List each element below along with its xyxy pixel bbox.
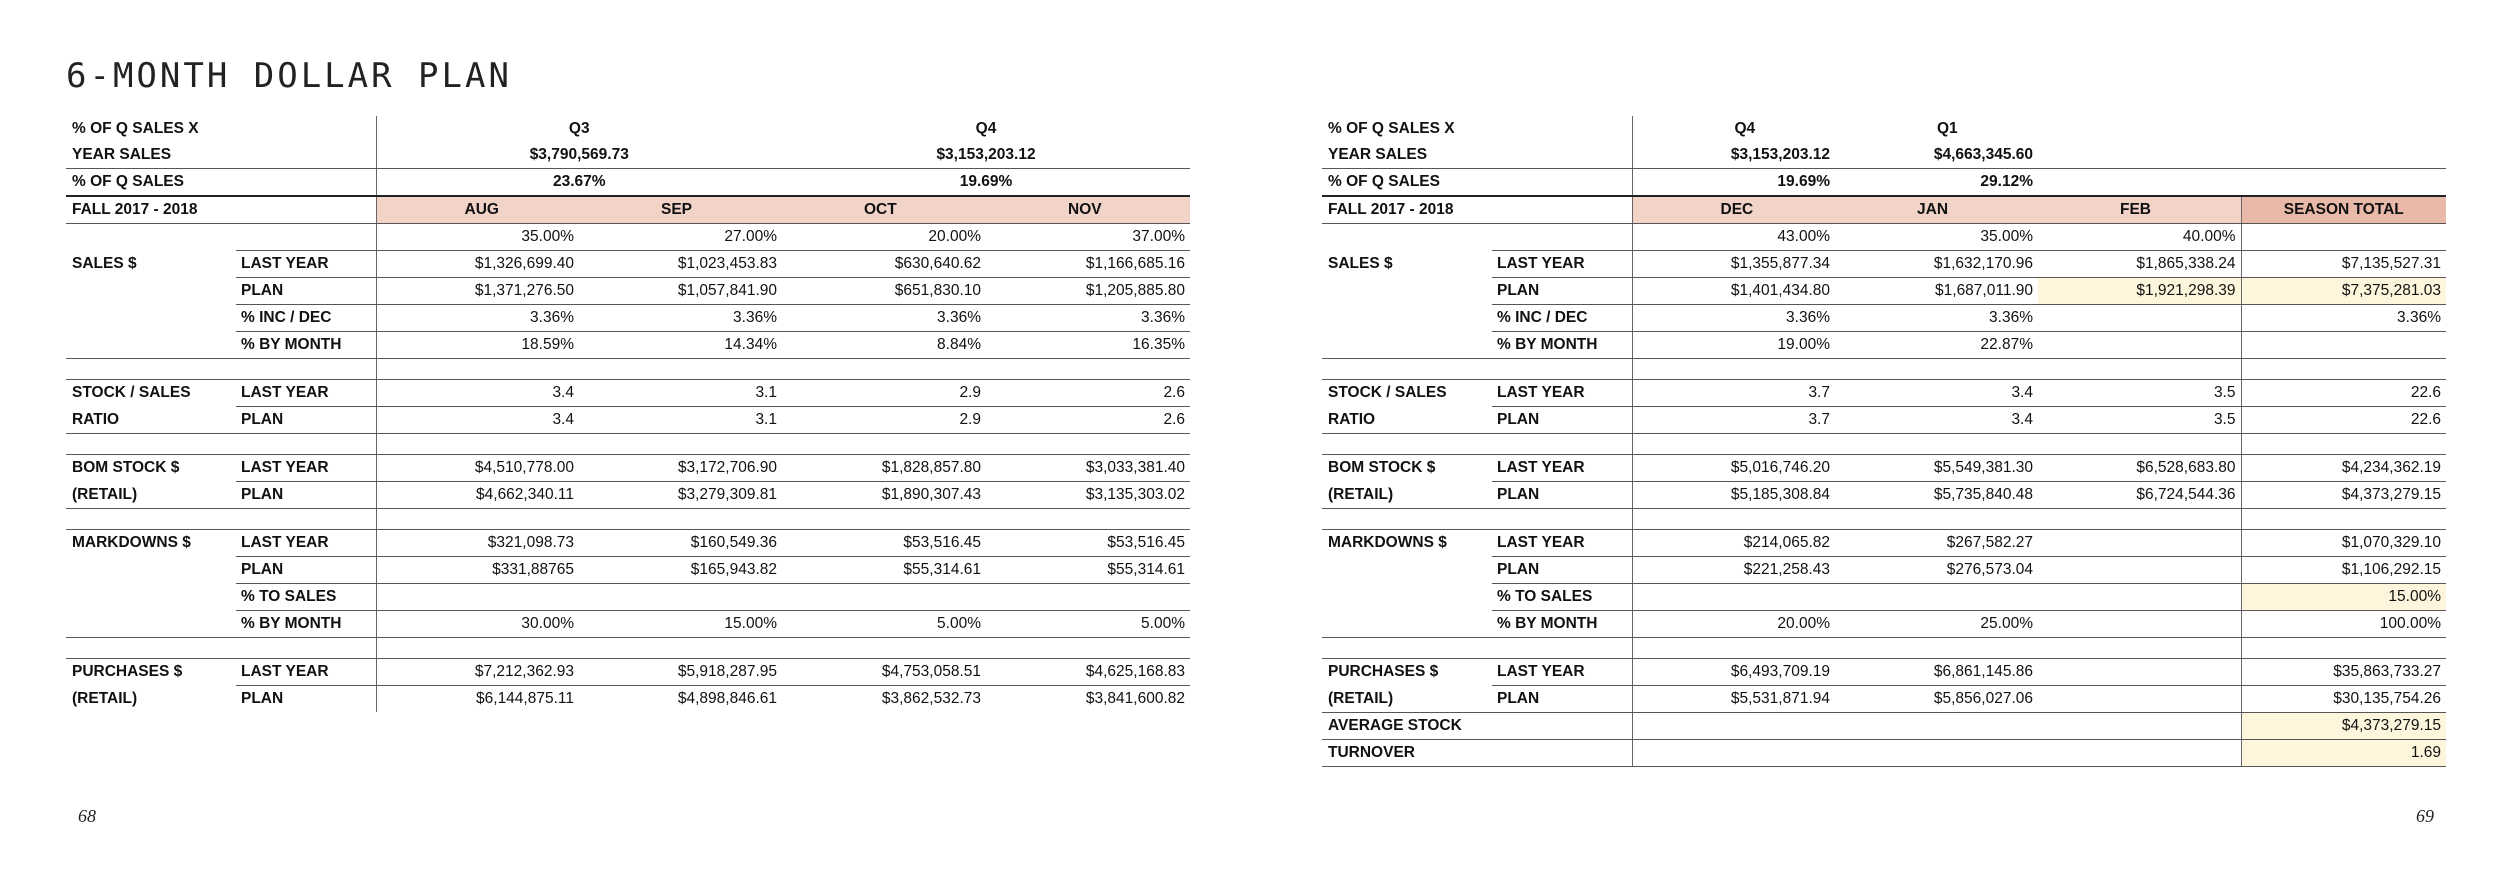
cell: $331,88765	[376, 557, 579, 584]
cell: 2.6	[986, 407, 1190, 434]
season-total-cell: 1.69	[2241, 740, 2446, 767]
cell: $5,549,381.30	[1835, 455, 2038, 482]
table-row	[66, 196, 1190, 224]
table-row	[66, 557, 1190, 584]
row-sublabel: LAST YEAR	[236, 380, 376, 407]
cell: 8.84%	[782, 332, 986, 359]
table-row	[66, 251, 1190, 278]
cell: $7,212,362.93	[376, 659, 579, 686]
season-total-cell: 100.00%	[2241, 611, 2446, 638]
row-sublabel: PLAN	[236, 407, 376, 434]
table-row	[66, 359, 1190, 380]
row-label: YEAR SALES	[66, 142, 236, 169]
cell: $3,135,303.02	[986, 482, 1190, 509]
table-row	[66, 116, 1190, 142]
cell: 2.9	[782, 407, 986, 434]
cell: $5,856,027.06	[1835, 686, 2038, 713]
table-row	[1322, 686, 2446, 713]
cell: $6,861,145.86	[1835, 659, 2038, 686]
quarter-header: Q4	[1632, 116, 1835, 142]
section-label: STOCK / SALES	[72, 384, 191, 402]
cell: $1,828,857.80	[782, 455, 986, 482]
row-sublabel: LAST YEAR	[1492, 659, 1632, 686]
cell: $55,314.61	[782, 557, 986, 584]
table-row	[1322, 509, 2446, 530]
table-row	[1322, 611, 2446, 638]
month-header: NOV	[986, 196, 1190, 224]
cell: 5.00%	[986, 611, 1190, 638]
month-pct: 43.00%	[1632, 224, 1835, 251]
cell: $267,582.27	[1835, 530, 2038, 557]
table-row	[66, 611, 1190, 638]
cell: $160,549.36	[579, 530, 782, 557]
table-row	[66, 407, 1190, 434]
quarter-header: Q4	[975, 120, 997, 137]
row-sublabel: PLAN	[1492, 482, 1632, 509]
cell: 14.34%	[579, 332, 782, 359]
cell: $1,371,276.50	[376, 278, 579, 305]
section-label: BOM STOCK $	[72, 459, 180, 477]
cell: $4,510,778.00	[376, 455, 579, 482]
section-label: SALES $	[72, 255, 137, 272]
season-total-cell: 3.36%	[2241, 305, 2446, 332]
cell: $5,735,840.48	[1835, 482, 2038, 509]
cell: 3.36%	[1835, 305, 2038, 332]
section-label: (RETAIL)	[1322, 482, 1492, 509]
row-label: % OF Q SALES	[66, 169, 236, 197]
season-total-cell: $4,373,279.15	[2241, 482, 2446, 509]
cell: $1,890,307.43	[782, 482, 986, 509]
table-row	[66, 530, 1190, 557]
cell: $1,632,170.96	[1835, 251, 2038, 278]
cell: $651,830.10	[782, 278, 986, 305]
cell: 3.5	[2038, 380, 2241, 407]
cell: $1,057,841.90	[579, 278, 782, 305]
section-label: AVERAGE STOCK	[1322, 713, 1492, 740]
season-label: FALL 2017 - 2018	[66, 196, 236, 224]
row-sublabel: LAST YEAR	[236, 455, 376, 482]
table-row	[66, 305, 1190, 332]
table-row	[1322, 380, 2446, 407]
table-row	[66, 380, 1190, 407]
month-header: AUG	[376, 196, 579, 224]
page-number: 68	[78, 806, 96, 826]
cell: 3.4	[376, 407, 579, 434]
cell: 3.4	[376, 380, 579, 407]
table-row	[66, 455, 1190, 482]
table-row	[66, 278, 1190, 305]
cell: 3.4	[1835, 380, 2038, 407]
cell: $6,493,709.19	[1632, 659, 1835, 686]
season-total-cell: 22.6	[2241, 380, 2446, 407]
cell: $3,172,706.90	[579, 455, 782, 482]
table-row	[1322, 638, 2446, 659]
table-row	[1322, 455, 2446, 482]
table-row	[66, 584, 1190, 611]
table-row	[1322, 557, 2446, 584]
cell: $55,314.61	[986, 557, 1190, 584]
row-sublabel: PLAN	[1492, 557, 1632, 584]
section-label: STOCK / SALES	[1328, 384, 1447, 402]
table-row	[66, 224, 1190, 251]
month-header: DEC	[1632, 196, 1835, 224]
cell: $6,724,544.36	[2038, 482, 2241, 509]
quarter-sales: $3,153,203.12	[782, 142, 1190, 169]
cell: $1,921,298.39	[2038, 278, 2241, 305]
row-sublabel: PLAN	[1492, 407, 1632, 434]
section-label: RATIO	[1322, 407, 1492, 434]
quarter-sales: $3,153,203.12	[1632, 142, 1835, 169]
cell: $165,943.82	[579, 557, 782, 584]
row-sublabel: % TO SALES	[236, 584, 376, 611]
table-row	[66, 142, 1190, 169]
cell: 3.36%	[579, 305, 782, 332]
table-row	[1322, 659, 2446, 686]
row-sublabel: LAST YEAR	[236, 530, 376, 557]
cell: 3.7	[1632, 380, 1835, 407]
row-sublabel: % BY MONTH	[236, 611, 376, 638]
cell: $4,898,846.61	[677, 690, 777, 707]
row-sublabel: LAST YEAR	[1492, 251, 1632, 278]
quarter-sales: $4,663,345.60	[1835, 142, 2038, 169]
table-row	[66, 686, 1190, 713]
cell: 3.36%	[986, 305, 1190, 332]
cell: $53,516.45	[782, 530, 986, 557]
cell: 19.00%	[1632, 332, 1835, 359]
season-total-cell: $1,106,292.15	[2241, 557, 2446, 584]
cell: $6,144,875.11	[376, 686, 579, 713]
table-row	[1322, 332, 2446, 359]
season-total-cell: $30,135,754.26	[2241, 686, 2446, 713]
table-row	[1322, 142, 2446, 169]
cell: 3.5	[2038, 407, 2241, 434]
table-row	[1322, 713, 2446, 740]
table-row	[1322, 407, 2446, 434]
row-label: % OF Q SALES X	[1328, 120, 1455, 137]
cell: $630,640.62	[782, 251, 986, 278]
section-label: PURCHASES $	[72, 663, 183, 681]
quarter-pct: 19.69%	[1632, 169, 1835, 197]
cell: $1,401,434.80	[1632, 278, 1835, 305]
table-row	[1322, 169, 2446, 197]
quarter-pct: 29.12%	[1835, 169, 2038, 197]
season-total-cell: $4,234,362.19	[2241, 455, 2446, 482]
table-row	[1322, 482, 2446, 509]
cell: 22.87%	[1835, 332, 2038, 359]
table-row	[1322, 434, 2446, 455]
season-label: FALL 2017 - 2018	[1322, 196, 1492, 224]
section-label: PURCHASES $	[1328, 663, 1439, 681]
table-row	[1322, 196, 2446, 224]
season-total-cell: $4,373,279.15	[2241, 713, 2446, 740]
dollar-plan-table-left	[66, 116, 1190, 712]
cell: $1,023,453.83	[579, 251, 782, 278]
table-row	[66, 434, 1190, 455]
quarter-header: Q1	[1937, 120, 1958, 137]
cell: 3.36%	[1632, 305, 1835, 332]
cell: $53,516.45	[986, 530, 1190, 557]
row-sublabel: PLAN	[236, 482, 376, 509]
cell: $5,531,871.94	[1632, 686, 1835, 713]
row-sublabel: PLAN	[1492, 278, 1632, 305]
cell: 3.1	[579, 380, 782, 407]
row-sublabel: % BY MONTH	[1492, 332, 1632, 359]
cell: $5,185,308.84	[1632, 482, 1835, 509]
season-total-cell: $7,135,527.31	[2241, 251, 2446, 278]
row-label: YEAR SALES	[1322, 142, 1492, 169]
month-pct: 20.00%	[782, 224, 986, 251]
cell: 3.36%	[376, 305, 579, 332]
month-pct: 35.00%	[376, 224, 579, 251]
table-row	[1322, 278, 2446, 305]
cell: 18.59%	[376, 332, 579, 359]
table-row	[1322, 224, 2446, 251]
row-sublabel: LAST YEAR	[236, 251, 376, 278]
season-total-cell: $35,863,733.27	[2241, 659, 2446, 686]
quarter-pct: 23.67%	[376, 169, 782, 197]
cell: $5,016,746.20	[1632, 455, 1835, 482]
section-label: (RETAIL)	[72, 689, 138, 707]
section-label: (RETAIL)	[66, 482, 236, 509]
season-total-header: SEASON TOTAL	[2241, 196, 2446, 224]
row-sublabel: PLAN	[236, 557, 376, 584]
cell: $3,862,532.73	[881, 690, 981, 707]
table-row	[1322, 251, 2446, 278]
cell: 3.1	[579, 407, 782, 434]
row-sublabel: LAST YEAR	[1492, 380, 1632, 407]
cell: 3.7	[1632, 407, 1835, 434]
month-pct: 40.00%	[2038, 224, 2241, 251]
section-label: MARKDOWNS $	[1328, 534, 1447, 552]
table-row	[1322, 116, 2446, 142]
cell: $6,528,683.80	[2038, 455, 2241, 482]
row-sublabel: PLAN	[1492, 686, 1632, 713]
cell: 30.00%	[376, 611, 579, 638]
cell: $3,033,381.40	[986, 455, 1190, 482]
section-label: TURNOVER	[1322, 740, 1492, 767]
table-row	[66, 332, 1190, 359]
season-total-cell: $1,070,329.10	[2241, 530, 2446, 557]
season-total-cell: 15.00%	[2241, 584, 2446, 611]
row-sublabel: % TO SALES	[1492, 584, 1632, 611]
row-label: % OF Q SALES X	[72, 120, 199, 137]
quarter-sales: $3,790,569.73	[376, 142, 782, 169]
cell: $1,326,699.40	[376, 251, 579, 278]
cell: $1,166,685.16	[986, 251, 1190, 278]
cell: $276,573.04	[1835, 557, 2038, 584]
cell: 20.00%	[1632, 611, 1835, 638]
cell: 3.36%	[782, 305, 986, 332]
season-total-cell: $7,375,281.03	[2241, 278, 2446, 305]
month-header: OCT	[782, 196, 986, 224]
quarter-pct: 19.69%	[782, 169, 1190, 197]
cell: $3,279,309.81	[579, 482, 782, 509]
row-sublabel: % BY MONTH	[1492, 611, 1632, 638]
section-label: RATIO	[66, 407, 236, 434]
month-header: FEB	[2038, 196, 2241, 224]
month-pct: 35.00%	[1835, 224, 2038, 251]
row-sublabel: LAST YEAR	[1492, 455, 1632, 482]
section-label: BOM STOCK $	[1328, 459, 1436, 477]
section-label: (RETAIL)	[1322, 686, 1492, 713]
month-pct: 37.00%	[986, 224, 1190, 251]
cell: 5.00%	[782, 611, 986, 638]
cell: $1,865,338.24	[2038, 251, 2241, 278]
row-sublabel: % INC / DEC	[1492, 305, 1632, 332]
month-pct: 27.00%	[579, 224, 782, 251]
row-sublabel: % INC / DEC	[236, 305, 376, 332]
table-row	[66, 509, 1190, 530]
cell: $4,662,340.11	[376, 482, 579, 509]
quarter-header: Q3	[376, 116, 782, 142]
dollar-plan-table-right	[1322, 116, 2446, 767]
table-row	[66, 659, 1190, 686]
cell: $4,753,058.51	[782, 659, 986, 686]
table-row	[66, 169, 1190, 197]
table-row	[66, 482, 1190, 509]
month-header: JAN	[1835, 196, 2038, 224]
table-row	[1322, 305, 2446, 332]
cell: $3,841,600.82	[1085, 690, 1185, 707]
row-sublabel: PLAN	[236, 278, 376, 305]
season-total-cell: 22.6	[2241, 407, 2446, 434]
page-number: 69	[2416, 806, 2434, 826]
row-sublabel: LAST YEAR	[1492, 530, 1632, 557]
cell: 15.00%	[579, 611, 782, 638]
cell: 25.00%	[1835, 611, 2038, 638]
cell: $214,065.82	[1632, 530, 1835, 557]
row-label: % OF Q SALES	[1322, 169, 1492, 197]
cell: $1,687,011.90	[1835, 278, 2038, 305]
section-label: SALES $	[1328, 255, 1393, 272]
cell: 2.9	[782, 380, 986, 407]
section-label: MARKDOWNS $	[72, 534, 191, 552]
table-row	[1322, 530, 2446, 557]
cell: $321,098.73	[376, 530, 579, 557]
cell: $5,918,287.95	[579, 659, 782, 686]
table-row	[1322, 740, 2446, 767]
row-sublabel: LAST YEAR	[236, 659, 376, 686]
cell: $4,625,168.83	[986, 659, 1190, 686]
table-row	[66, 638, 1190, 659]
page-title: 6-MONTH DOLLAR PLAN	[66, 56, 512, 96]
month-header: SEP	[579, 196, 782, 224]
cell: $1,205,885.80	[986, 278, 1190, 305]
cell: 3.4	[1835, 407, 2038, 434]
cell: $1,355,877.34	[1632, 251, 1835, 278]
cell: $221,258.43	[1632, 557, 1835, 584]
cell: 2.6	[986, 380, 1190, 407]
table-row	[1322, 584, 2446, 611]
row-sublabel: PLAN	[241, 690, 284, 707]
cell: 16.35%	[986, 332, 1190, 359]
table-row	[1322, 359, 2446, 380]
row-sublabel: % BY MONTH	[236, 332, 376, 359]
